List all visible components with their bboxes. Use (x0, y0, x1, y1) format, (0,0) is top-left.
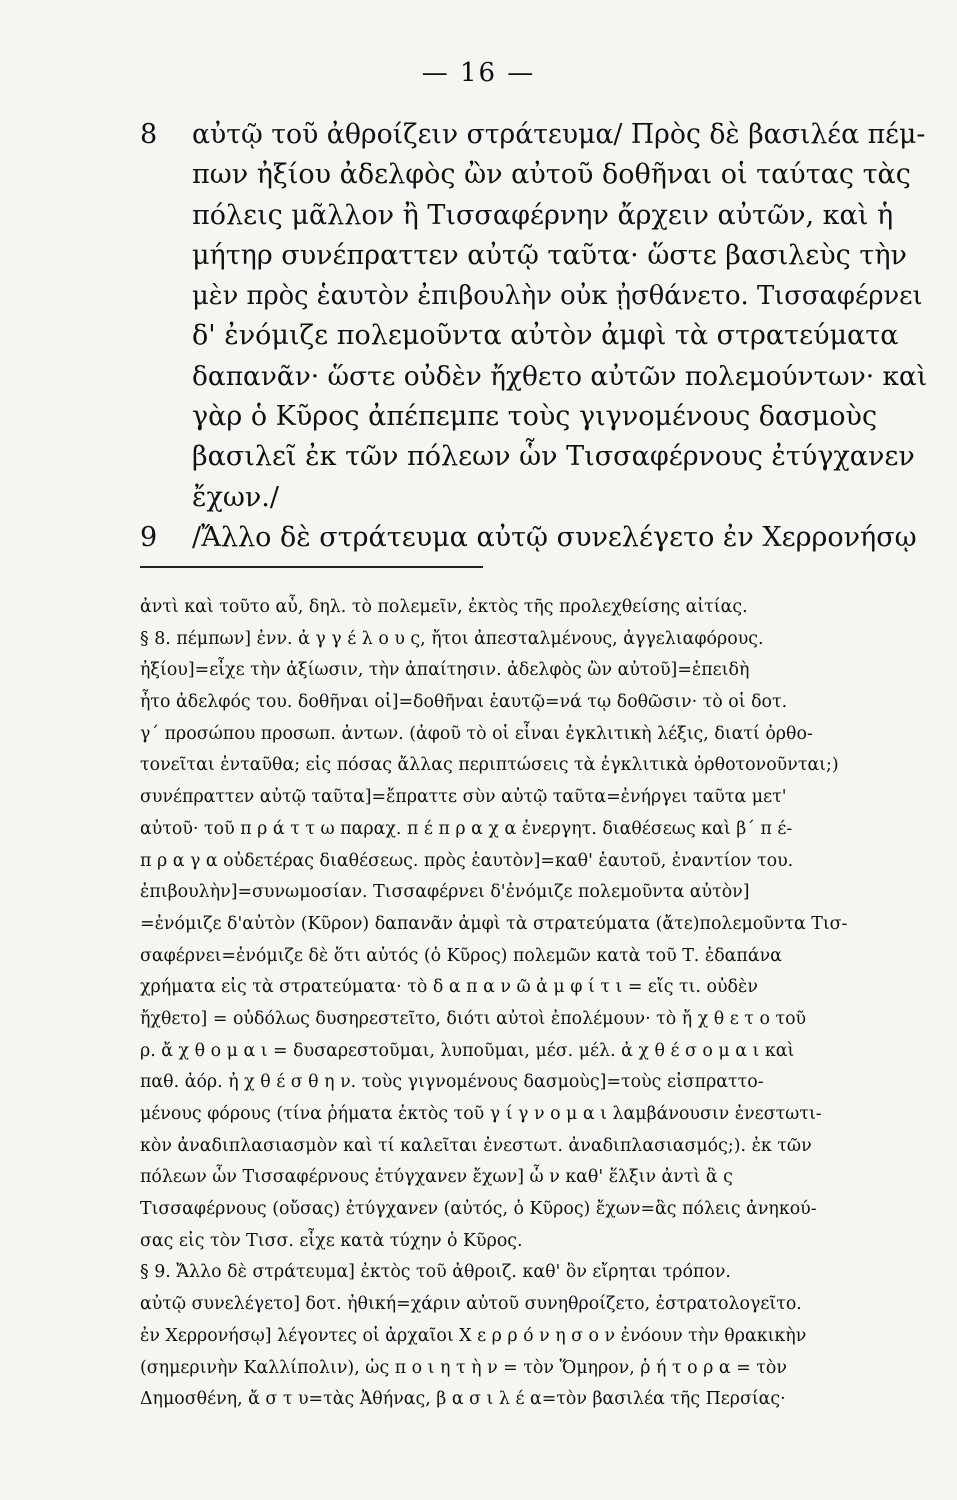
note-line: § 9. Ἄλλο δὲ στράτευμα] ἐκτὸς τοῦ ἀθροιζ. καθ' ὃν εἴρηται τρόπον. (140, 1262, 731, 1283)
note-line: μένους φόρους (τίνα ῥήματα ἐκτὸς τοῦ γ ί γ ν ο μ α ι λαμβάνουσιν ἐνεστωτι- (140, 1104, 822, 1124)
page-number: — 16 — (421, 58, 536, 88)
line-text: /Ἄλλο δὲ στράτευμα αὐτῷ συνελέγετο ἐν Χερρονήσῳ (192, 521, 917, 553)
line-text: αὐτῷ τοῦ ἀθροίζειν στράτευμα/ Πρὸς δὲ βασιλέα πέμ- (192, 119, 926, 150)
note-line: π ρ α γ α οὐδετέρας διαθέσεως. πρὸς ἑαυτὸν]=καθ' ἑαυτοῦ, ἐναντίον του. (140, 850, 794, 871)
note-line: χρήματα εἰς τὰ στρατεύματα· τὸ δ α π α ν ῶ ἀ μ φ ί τ ι = εἴς τι. οὐδὲν (140, 977, 758, 998)
main-line (140, 397, 930, 437)
note-line: § 8. πέμπων] ἐνν. ἀ γ γ έ λ ο υ ς, ἤτοι ἀπεσταλμένους, ἀγγελιαφόρους. (140, 628, 764, 649)
main-line (140, 518, 930, 558)
main-line (140, 236, 930, 276)
note-line: =ἐνόμιζε δ'αὐτὸν (Κῦρον) δαπανᾶν ἀμφὶ τὰ στρατεύματα (ἄτε)πολεμοῦντα Τισ- (140, 913, 848, 934)
main-line (140, 276, 930, 316)
line-text: βασιλεῖ ἐκ τῶν πόλεων ὧν Τισσαφέρνους ἐτύγχανεν (192, 441, 915, 473)
note-line: Δημοσθένη, ἄ σ τ υ=τὰς Ἀθήνας, β α σ ι λ έ α=τὸν βασιλέα τῆς Περσίας· (140, 1389, 786, 1410)
line-text: δ' ἐνόμιζε πολεμοῦντα αὐτὸν ἀμφὶ τὰ στρατεύματα (192, 320, 899, 352)
main-text (140, 115, 930, 558)
note-line: ἀντὶ καὶ τοῦτο αὖ, δηλ. τὸ πολεμεῖν, ἐκτὸς τῆς προλεχθείσης αἰτίας. (140, 597, 748, 617)
line-text: μὲν πρὸς ἑαυτὸν ἐπιβουλὴν οὐκ ᾐσθάνετο. Τισσαφέρνει (192, 281, 923, 312)
footnote-divider (140, 566, 483, 568)
note-line: ἐν Χερρονήσῳ] λέγοντες οἱ ἀρχαῖοι Χ ε ρ ρ ό ν η σ ο ν ἐνόουν τὴν θρακικὴν (140, 1325, 807, 1346)
section-number: 8 (140, 119, 158, 150)
line-text: μήτηρ συνέπραττεν αὐτῷ ταῦτα· ὥστε βασιλεὺς τὴν (192, 239, 907, 271)
note-line: παθ. ἀόρ. ἠ χ θ έ σ θ η ν. τοὺς γιγνομένους δασμοὺς]=τοὺς εἰσπραττο- (140, 1072, 764, 1093)
main-line (140, 155, 930, 195)
main-line (140, 115, 930, 155)
note-line: ἦτο ἀδελφός του. δοθῆναι οἱ]=δοθῆναι ἑαυτῷ=νά τῳ δοθῶσιν· τὸ οἱ δοτ. (140, 692, 788, 713)
note-line: (σημερινὴν Καλλίπολιν), ὡς π ο ι η τ ὴ ν = τὸν Ὅμηρον, ῥ ή τ ο ρ α = τὸν (140, 1357, 787, 1378)
note-line: ἠξίου]=εἶχε τὴν ἀξίωσιν, τὴν ἀπαίτησιν. ἀδελφὸς ὢν αὐτοῦ]=ἐπειδὴ (140, 660, 750, 681)
note-line: γ΄ προσώπου προσωπ. ἀντων. (ἀφοῦ τὸ οἱ εἶναι ἐγκλιτικὴ λέξις, διατί ὀρθο- (140, 723, 813, 744)
note-line: Τισσαφέρνους (οὔσας) ἐτύγχανεν (αὐτός, ὁ Κῦρος) ἔχων=ἃς πόλεις ἀνηκού- (140, 1199, 817, 1220)
line-text: ἔχων./ (192, 481, 279, 513)
line-text: πων ἠξίου ἀδελφὸς ὢν αὐτοῦ δοθῆναι οἱ ταύτας τὰς (192, 159, 911, 191)
note-line: σαφέρνει=ἐνόμιζε δὲ ὅτι αὐτός (ὁ Κῦρος) πολεμῶν κατὰ τοῦ Τ. ἐδαπάνα (140, 945, 782, 966)
note-line: συνέπραττεν αὐτῷ ταῦτα]=ἔπραττε σὺν αὐτῷ ταῦτα=ἐνήργει ταῦτα μετ' (140, 787, 787, 808)
main-line (140, 357, 930, 397)
line-text: γὰρ ὁ Κῦρος ἀπέπεμπε τοὺς γιγνομένους δασμοὺς (192, 401, 878, 433)
line-text: δαπανᾶν· ὥστε οὐδὲν ἤχθετο αὐτῶν πολεμούντων· καὶ (192, 360, 928, 392)
note-line: ἐπιβουλὴν]=συνωμοσίαν. Τισσαφέρνει δ'ἐνόμιζε πολεμοῦντα αὐτὸν] (140, 882, 750, 903)
main-line (140, 196, 930, 236)
note-line: σας εἰς τὸν Τισσ. εἶχε κατὰ τύχην ὁ Κῦρος. (140, 1230, 523, 1251)
note-line: κὸν ἀναδιπλασιασμὸν καὶ τί καλεῖται ἐνεστωτ. ἀναδιπλασιασμός;). ἐκ τῶν (140, 1135, 812, 1156)
note-line: τονεῖται ἐνταῦθα; εἰς πόσας ἄλλας περιπτώσεις τὰ ἐγκλιτικὰ ὀρθοτονοῦνται;) (140, 755, 839, 776)
note-line: αὐτῷ συνελέγετο] δοτ. ἠθική=χάριν αὐτοῦ συνηθροίζετο, ἐστρατολογεῖτο. (140, 1294, 802, 1315)
main-line (140, 437, 930, 477)
commentary-notes (140, 592, 930, 1416)
main-line (140, 478, 930, 518)
note-line: ἤχθετο] = οὐδόλως δυσηρεστεῖτο, διότι αὐτοὶ ἐπολέμουν· τὸ ἤ χ θ ε τ ο τοῦ (140, 1008, 807, 1029)
note-line: ρ. ἄ χ θ ο μ α ι = δυσαρεστοῦμαι, λυποῦμαι, μέσ. μέλ. ἀ χ θ έ σ ο μ α ι καὶ (140, 1040, 795, 1061)
line-text: πόλεις μᾶλλον ἢ Τισσαφέρνην ἄρχειν αὐτῶν, καὶ ἡ (192, 199, 894, 231)
main-line (140, 316, 930, 356)
section-number: 9 (140, 521, 158, 553)
note-line: αὐτοῦ· τοῦ π ρ ά τ τ ω παραχ. π έ π ρ α χ α ἐνεργητ. διαθέσεως καὶ β΄ π έ- (140, 818, 793, 839)
note-line: πόλεων ὧν Τισσαφέρνους ἐτύγχανεν ἔχων] ὧ ν καθ' ἕλξιν ἀντὶ ἃ ς (140, 1167, 733, 1188)
